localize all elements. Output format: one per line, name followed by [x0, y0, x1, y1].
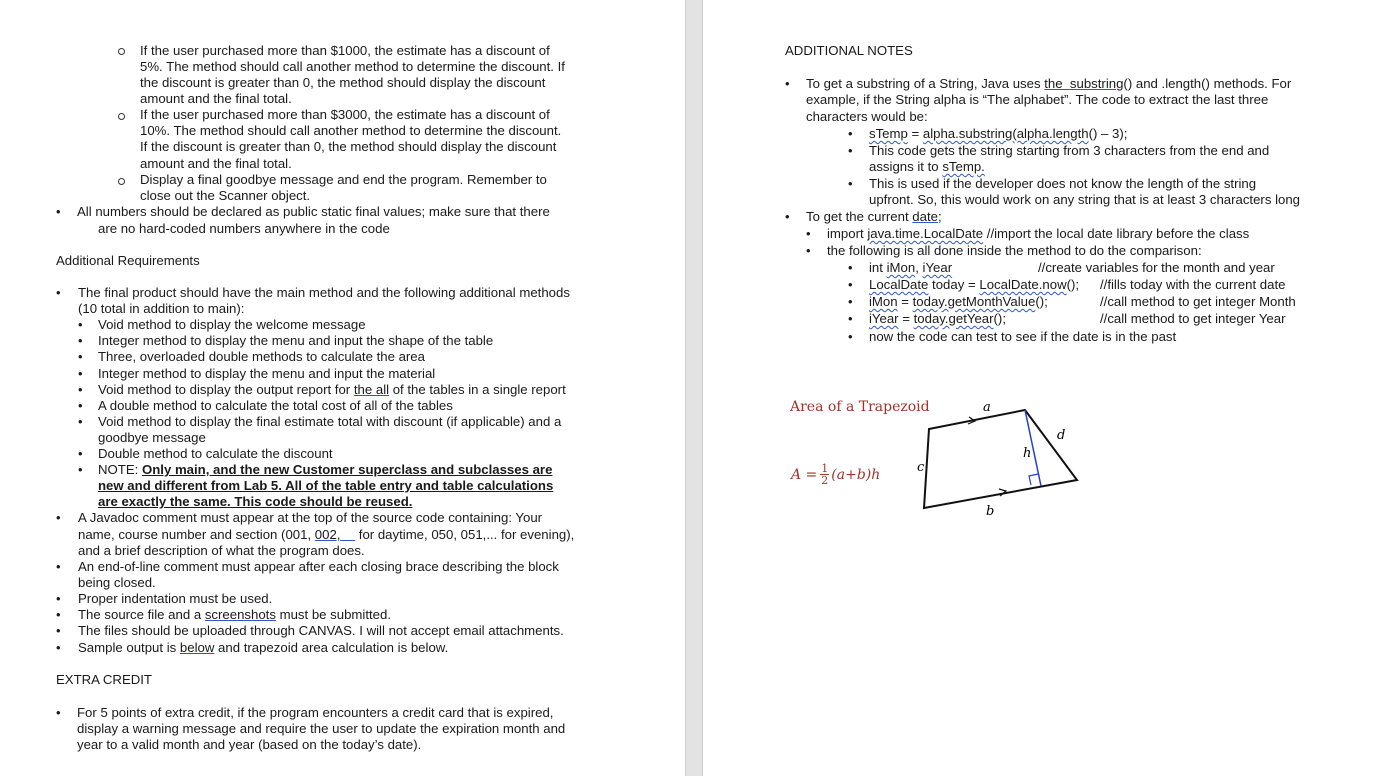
label-d: d: [1057, 428, 1066, 443]
bullet-icon: •: [848, 329, 853, 344]
bullet-icon: •: [848, 260, 853, 275]
extra-credit-heading: EXTRA CREDIT: [56, 672, 152, 687]
document-page-left: [0, 0, 685, 776]
explain-line: This is used if the developer does not know the length of the string: [869, 176, 1257, 191]
import-line: [827, 226, 1249, 242]
code-line: [869, 277, 1079, 293]
page-gutter: [685, 0, 703, 776]
code-token: sTemp: [869, 126, 908, 141]
method-item: [98, 382, 566, 398]
javadoc-text: for daytime, 050, 051,... for evening),: [358, 527, 575, 542]
date-line: [806, 209, 942, 225]
method-text: of the tables in a single report: [389, 382, 566, 397]
label-a: a: [983, 400, 991, 415]
final-product-line: The final product should have the main method and the following additional methods: [78, 285, 570, 300]
sub-bullet-line: 10%. The method should call another method to determine the discount.: [140, 123, 562, 138]
note-emphasis: new and different from Lab 5. All of the table entry and table calculations: [98, 478, 554, 493]
date-link[interactable]: date;: [912, 209, 942, 224]
extra-credit-line: display a warning message and require the user to update the expiration month and: [77, 721, 566, 736]
formula-rhs: (a+b)h: [831, 466, 881, 483]
code-token: iMon: [869, 294, 898, 309]
stemp-code-line: [869, 126, 1127, 142]
numbers-rule-line: are no hard-coded numbers anywhere in the code: [98, 221, 390, 236]
bullet-icon: •: [56, 623, 61, 638]
numbers-rule-line: All numbers should be declared as public static final values; make sure that there: [77, 204, 550, 219]
code-token: today.getYear: [913, 311, 994, 326]
date-text: To get the current: [806, 209, 913, 224]
bullet-icon: •: [78, 382, 83, 397]
bullet-icon: •: [848, 277, 853, 292]
code-comment: //call method to get integer Month: [1100, 294, 1296, 309]
bullet-icon: •: [56, 285, 61, 300]
sub-bullet-line: close out the Scanner object.: [140, 188, 311, 203]
javadoc-text: name, course number and section (001,: [78, 527, 315, 542]
method-item: Three, overloaded double methods to calculate the area: [98, 349, 425, 364]
note-emphasis: Only main, and the new Customer superclass and subclasses are: [141, 462, 553, 477]
code-token: alpha.substring(alpha.length: [922, 126, 1089, 141]
report-link[interactable]: the all: [353, 382, 390, 397]
bullet-icon: •: [806, 243, 811, 258]
bullet-icon: •: [56, 510, 61, 525]
method-text: Void method to display the output report for: [98, 382, 354, 397]
sub-bullet-line: 5%. The method should call another method to determine the discount. If: [140, 59, 565, 74]
bullet-icon: •: [848, 176, 853, 191]
screenshots-link[interactable]: screenshots: [204, 607, 276, 622]
document-page-right: [703, 0, 1385, 776]
code-token: ();: [1035, 294, 1048, 309]
extra-credit-line: For 5 points of extra credit, if the program encounters a credit card that is expired,: [77, 705, 554, 720]
code-token: =: [907, 126, 923, 141]
bullet-icon: •: [785, 209, 790, 224]
substring-line: characters would be:: [806, 109, 928, 124]
substring-link[interactable]: the substring: [1044, 76, 1124, 91]
code-token: ,: [915, 260, 923, 275]
sub-bullet-line: the discount is greater than 0, the method should display the discount: [140, 75, 546, 90]
circle-bullet-icon: [118, 178, 125, 185]
circle-bullet-icon: [118, 113, 125, 120]
bullet-icon: •: [78, 446, 83, 461]
bullet-icon: •: [78, 349, 83, 364]
bullet-icon: •: [848, 294, 853, 309]
code-line: [869, 294, 1048, 310]
bullet-icon: •: [78, 317, 83, 332]
explain-line: upfront. So, this would work on any string that is at least 3 characters long: [869, 192, 1301, 207]
explain-line: [869, 159, 985, 175]
bullet-icon: •: [806, 226, 811, 241]
note-emphasis: are exactly the same. This code should be reused.: [98, 494, 413, 509]
code-token: sTemp.: [942, 159, 985, 174]
code-line: now the code can test to see if the date is in the past: [869, 329, 1177, 344]
code-token: iYear: [922, 260, 953, 275]
code-token: today =: [928, 277, 980, 292]
code-token: () – 3);: [1088, 126, 1128, 141]
substring-text: To get a substring of a String, Java uses: [806, 76, 1045, 91]
bullet-icon: •: [56, 705, 61, 720]
bullet-icon: •: [56, 591, 61, 606]
code-token: LocalDate: [869, 277, 929, 292]
source-line: [78, 607, 391, 623]
code-line: [869, 311, 1006, 327]
right-angle-marker: [1029, 474, 1038, 485]
sample-line: [78, 640, 448, 656]
trapezoid-shape: [924, 410, 1077, 508]
explain-text: assigns it to: [869, 159, 943, 174]
bullet-icon: •: [785, 76, 790, 91]
source-text: must be submitted.: [275, 607, 392, 622]
method-item: Integer method to display the menu and input the shape of the table: [98, 333, 494, 348]
method-item: Double method to calculate the discount: [98, 446, 333, 461]
javadoc-line: A Javadoc comment must appear at the top of the source code containing: Your: [78, 510, 543, 525]
code-line: [869, 260, 952, 276]
following-line: the following is all done inside the method to do the comparison:: [827, 243, 1202, 258]
below-link[interactable]: below: [179, 640, 215, 655]
bullet-icon: •: [848, 311, 853, 326]
sub-bullet-line: Display a final goodbye message and end the program. Remember to: [140, 172, 547, 187]
sub-bullet-line: If the discount is greater than 0, the method should display the discount: [140, 139, 557, 154]
sub-bullet-line: amount and the final total.: [140, 156, 292, 171]
sample-text: and trapezoid area calculation is below.: [214, 640, 449, 655]
method-item: goodbye message: [98, 430, 206, 445]
section-link-gap: [340, 527, 355, 542]
formula-denominator: 2: [821, 474, 829, 487]
circle-bullet-icon: [118, 48, 125, 55]
explain-line: This code gets the string starting from 3 characters from the end and: [869, 143, 1270, 158]
extra-credit-line: year to a valid month and year (based on the today’s date).: [77, 737, 422, 752]
trapezoid-figure: [783, 390, 1103, 530]
code-token: int: [869, 260, 887, 275]
method-item: Integer method to display the menu and input the material: [98, 366, 436, 381]
bullet-icon: •: [56, 640, 61, 655]
code-token: iYear: [869, 311, 899, 326]
sub-bullet-line: amount and the final total.: [140, 91, 292, 106]
bullet-icon: •: [56, 204, 61, 219]
javadoc-line: [78, 527, 574, 543]
final-product-line: (10 total in addition to main):: [78, 301, 245, 316]
formula-lhs: A =: [791, 466, 818, 483]
trapezoid-title: Area of a Trapezoid: [790, 399, 930, 415]
trapezoid-diagram: [783, 390, 1103, 530]
canvas-line: The files should be uploaded through CANVAS. I will not accept email attachments.: [78, 623, 564, 638]
section-link[interactable]: 002,: [314, 527, 341, 542]
bullet-icon: •: [848, 143, 853, 158]
substring-text: () and .length() methods. For: [1123, 76, 1292, 91]
bullet-icon: •: [78, 462, 83, 477]
note-line: [98, 462, 552, 478]
eol-line: An end-of-line comment must appear after each closing brace describing the block: [78, 559, 559, 574]
code-token: =: [898, 311, 914, 326]
bullet-icon: •: [78, 366, 83, 381]
substring-line: [806, 76, 1291, 92]
source-text: The source file and a: [78, 607, 205, 622]
note-prefix: NOTE:: [98, 462, 142, 477]
bullet-icon: •: [78, 398, 83, 413]
additional-requirements-heading: Additional Requirements: [56, 253, 200, 268]
additional-notes-heading: ADDITIONAL NOTES: [785, 43, 913, 58]
sample-text: Sample output is: [78, 640, 180, 655]
javadoc-line: and a brief description of what the program does.: [78, 543, 365, 558]
label-c: c: [917, 460, 925, 475]
import-text: import: [827, 226, 868, 241]
label-h: h: [1023, 446, 1032, 461]
method-item: A double method to calculate the total cost of all of the tables: [98, 398, 453, 413]
code-token: ();: [1066, 277, 1080, 292]
method-item: Void method to display the final estimate total with discount (if applicable) and a: [98, 414, 562, 429]
bullet-icon: •: [78, 414, 83, 429]
indent-line: Proper indentation must be used.: [78, 591, 273, 606]
sub-bullet-line: If the user purchased more than $1000, the estimate has a discount of: [140, 43, 550, 58]
substring-line: example, if the String alpha is “The alphabet”. The code to extract the last three: [806, 92, 1269, 107]
import-text: //import the local date library before the class: [983, 226, 1250, 241]
bullet-icon: •: [56, 559, 61, 574]
method-item: Void method to display the welcome message: [98, 317, 366, 332]
code-token: ();: [993, 311, 1006, 326]
label-b: b: [986, 504, 995, 519]
code-token: =: [897, 294, 913, 309]
code-token: today.getMonthValue: [912, 294, 1036, 309]
code-comment: //fills today with the current date: [1100, 277, 1286, 292]
code-token: java.time.LocalDate: [867, 226, 984, 241]
formula-numerator: 1: [821, 462, 829, 475]
code-token: iMon: [886, 260, 916, 275]
bullet-icon: •: [848, 126, 853, 141]
code-token: LocalDate.now: [979, 277, 1067, 292]
code-comment: //create variables for the month and year: [1038, 260, 1275, 275]
sub-bullet-line: If the user purchased more than $3000, the estimate has a discount of: [140, 107, 550, 122]
bullet-icon: •: [78, 333, 83, 348]
bullet-icon: •: [56, 607, 61, 622]
eol-line: being closed.: [78, 575, 156, 590]
code-comment: //call method to get integer Year: [1100, 311, 1286, 326]
